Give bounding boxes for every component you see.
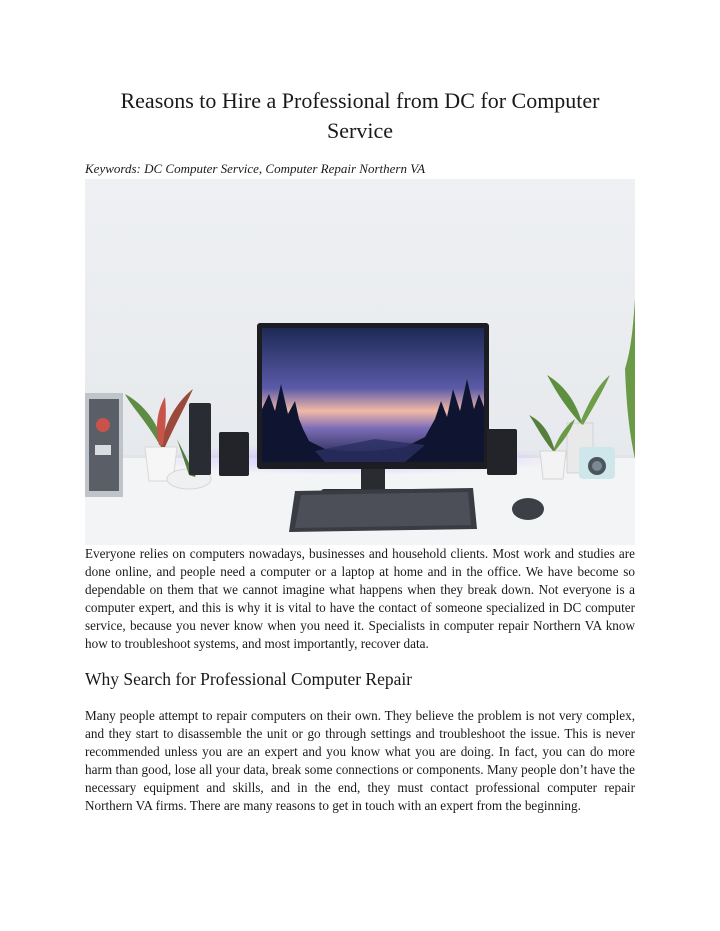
page-title: Reasons to Hire a Professional from DC for Computer Service: [120, 88, 600, 143]
body-paragraph-text-end: firms. There are many reasons to get in touch with an expert from the beginning.: [152, 798, 581, 814]
computer-repair-link[interactable]: computer repair Northern VA: [85, 780, 635, 814]
right-speaker: [487, 429, 517, 475]
section-heading: Why Search for Professional Computer Repair: [85, 669, 413, 689]
desk-setup-photo: [85, 179, 635, 545]
keyboard-illustration: [289, 488, 477, 532]
laptop-illustration: [85, 393, 123, 497]
mouse-illustration: [512, 498, 544, 520]
keywords-line: Keywords: DC Computer Service, Computer Repair Northern VA: [85, 161, 426, 176]
tall-vase: [189, 403, 211, 475]
body-paragraph-text-start: Many people attempt to repair computers on their own. They believe the problem is not very complex, and they start to disassemble the unit or go through settings and troubleshoot the issue. This is never recommended unless you are an expert and you know what you are doing. In fact, you can do more harm than good, lose all your data, break some connections or components. Many people don’t have the necessary equipment and skills, and in the end, they must contact professional: [85, 708, 635, 796]
body-paragraph: [85, 707, 635, 816]
camera-illustration: [579, 447, 615, 479]
intro-paragraph: Everyone relies on computers nowadays, businesses and household clients. Most work and studies are done online, and people need a computer or a laptop at home and in the office. We have become so dependable on them that we cannot imagine what happens when they break down. Not everyone is a computer expert, and this is why it is vital to have the contact of someone specialized in DC computer service, because you never know when you need it. Specialists in computer repair Northern VA know how to troubleshoot systems, and most importantly, recover data.: [85, 546, 635, 652]
left-speaker: [219, 432, 249, 476]
